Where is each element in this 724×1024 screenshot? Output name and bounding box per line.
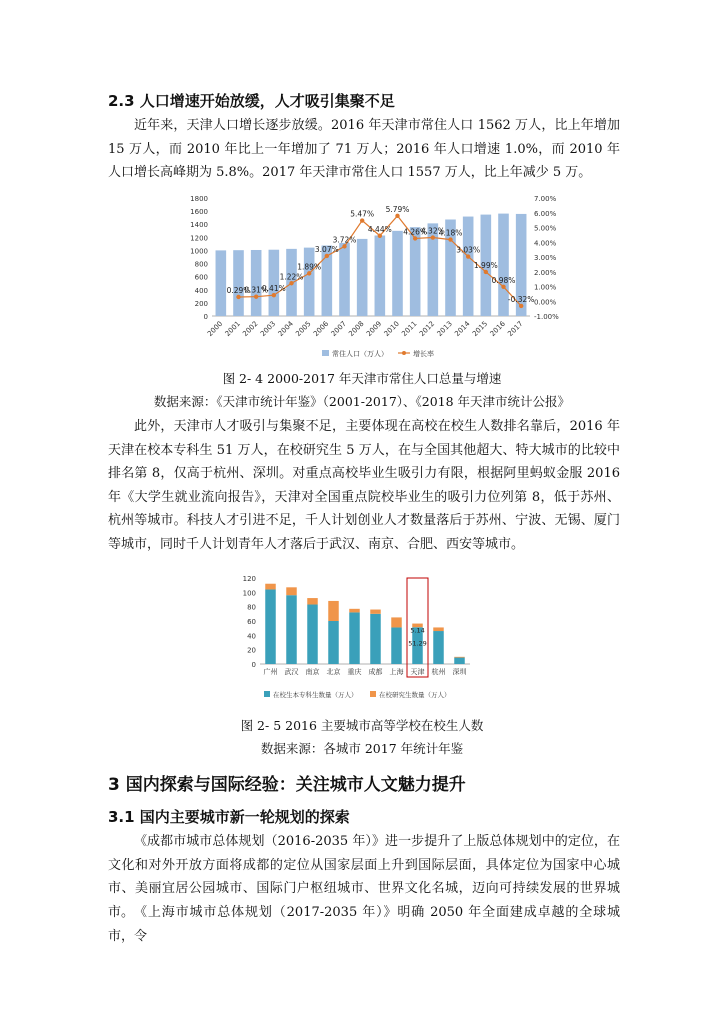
students-chart bbox=[238, 572, 474, 704]
x-tick-label: 重庆 bbox=[347, 668, 362, 676]
y-left-tick-label: 1800 bbox=[190, 195, 208, 203]
growth-rate-label: 5.79% bbox=[385, 204, 410, 214]
growth-rate-label: 5.47% bbox=[350, 209, 375, 219]
undergrad-bar bbox=[370, 614, 381, 664]
y-left-tick-label: 0 bbox=[203, 313, 208, 321]
x-tick-label: 上海 bbox=[389, 668, 404, 676]
legend-graduate-label: 在校研究生数量（万人） bbox=[379, 691, 451, 699]
legend-undergrad-swatch bbox=[264, 691, 270, 697]
x-tick-label: 杭州 bbox=[431, 668, 446, 676]
figure-caption-2-5: 图 2- 5 2016 主要城市高等学校在校生人数 bbox=[240, 718, 484, 733]
paragraph-talent: 此外，天津市人才吸引与集聚不足，主要体现在高校在校生人数排名靠后，2016 年天津在校本专科生 51 万人，在校研究生 5 万人，在与全国其他超大、特大城市的比较中排名第 8，仅高于杭州、深圳。对重点高校毕业生吸引力有限，根据阿里蚂蚁金服 2016 年《大学生就业流向报告》，天津对全国重点院校毕业生的吸引力位列第 8，低于苏州、杭州等城市。科技人才引进不足，千人计划创业人才数量落后于苏州、宁波、无锡、厦门等城市，同时千人计划青年人才落后于武汉、南京、合肥、西安等城市。 bbox=[108, 419, 620, 552]
x-tick-label: 2004 bbox=[276, 319, 295, 339]
growth-rate-point bbox=[501, 285, 505, 289]
y-left-tick-label: 1000 bbox=[190, 247, 208, 256]
graduate-bar bbox=[433, 627, 444, 631]
x-tick-label: 2001 bbox=[223, 319, 242, 339]
population-bar bbox=[339, 243, 350, 316]
growth-rate-label: 3.03% bbox=[456, 245, 481, 255]
x-tick-label: 2017 bbox=[506, 319, 525, 339]
y-left-tick-label: 600 bbox=[194, 273, 208, 282]
legend-line-marker bbox=[402, 351, 406, 355]
section-heading-3-1: 3.1 国内主要城市新一轮规划的探索 bbox=[108, 808, 350, 826]
y-right-tick-label: 4.00% bbox=[534, 239, 557, 248]
section-heading-2-3: 2.3 人口增速开始放缓，人才吸引集聚不足 bbox=[108, 92, 395, 110]
y-left-tick-label: 1600 bbox=[190, 208, 208, 217]
growth-rate-label: 4.26% bbox=[403, 227, 428, 237]
y-right-tick-label: 6.00% bbox=[534, 209, 557, 218]
growth-rate-point bbox=[431, 235, 435, 239]
graduate-bar bbox=[307, 598, 318, 604]
x-tick-label: 广州 bbox=[263, 668, 278, 676]
legend-undergrad-label: 在校生本专科生数量（万人） bbox=[273, 691, 358, 699]
undergrad-bar bbox=[286, 595, 297, 664]
paragraph-chengdu: 《成都市城市总体规划（2016-2035 年）》进一步提升了上版总体规划中的定位，在文化和对外开放方面将成都的定位从国家层面上升到国际层面，具体定位为国家中心城市、美丽宜居公园城市、国际门户枢纽城市、世界文化名城，迈向可持续发展的世界城市。 bbox=[108, 834, 620, 920]
growth-rate-point bbox=[413, 236, 417, 240]
y-right-tick-label: 0.00% bbox=[534, 298, 557, 307]
growth-rate-point bbox=[325, 254, 329, 258]
population-bar bbox=[392, 231, 403, 316]
x-tick-label: 天津 bbox=[410, 668, 425, 676]
population-bar bbox=[269, 250, 280, 316]
x-tick-label: 深圳 bbox=[452, 668, 467, 676]
y-right-tick-label: 5.00% bbox=[534, 224, 557, 233]
growth-rate-label: 0.29% bbox=[226, 285, 251, 295]
x-tick-label: 2006 bbox=[311, 319, 331, 339]
growth-rate-label: 4.44% bbox=[367, 224, 392, 234]
undergrad-bar bbox=[349, 612, 360, 664]
legend-line-label: 增长率 bbox=[413, 350, 434, 358]
x-tick-label: 北京 bbox=[326, 668, 341, 676]
x-tick-label: 2012 bbox=[417, 319, 437, 339]
y-tick-label: 20 bbox=[247, 646, 256, 655]
x-tick-label: 2003 bbox=[258, 319, 278, 339]
graduate-bar bbox=[265, 584, 276, 590]
x-tick-label: 2002 bbox=[241, 319, 260, 339]
graduate-bar bbox=[286, 587, 297, 595]
x-tick-label: 2010 bbox=[382, 319, 401, 339]
figure-source-2-5: 数据来源：各城市 2017 年统计年鉴 bbox=[260, 741, 464, 756]
x-tick-label: 2009 bbox=[364, 319, 384, 339]
figure-caption-2-4: 图 2- 4 2000-2017 年天津市常住人口总量与增速 bbox=[222, 371, 502, 386]
x-tick-label: 成都 bbox=[368, 668, 383, 676]
population-chart bbox=[190, 192, 580, 362]
growth-rate-label: 4.32% bbox=[420, 226, 445, 236]
growth-rate-point bbox=[289, 281, 293, 285]
x-tick-label: 2016 bbox=[488, 319, 507, 339]
population-bar bbox=[251, 250, 262, 316]
undergrad-bar bbox=[454, 658, 465, 664]
population-bar bbox=[233, 250, 244, 316]
x-tick-label: 武汉 bbox=[284, 668, 299, 676]
y-right-tick-label: 7.00% bbox=[534, 195, 557, 203]
undergrad-bar bbox=[391, 627, 402, 664]
y-left-tick-label: 1400 bbox=[190, 221, 208, 230]
legend-graduate-swatch bbox=[370, 691, 376, 697]
paragraph-shanghai: 《上海市城市总体规划（2017-2035 年）》明确 2050 年全面建成卓越的全球城市，令 bbox=[108, 905, 620, 944]
undergrad-value-label: 51.29 bbox=[408, 639, 427, 648]
growth-rate-point bbox=[448, 237, 452, 241]
x-tick-label: 2005 bbox=[294, 319, 313, 339]
graduate-bar bbox=[391, 617, 402, 627]
growth-rate-point bbox=[342, 244, 346, 248]
population-bar bbox=[375, 235, 386, 316]
x-tick-label: 2015 bbox=[470, 319, 490, 339]
y-right-tick-label: 3.00% bbox=[534, 254, 557, 262]
x-tick-label: 2013 bbox=[435, 319, 454, 339]
graduate-bar bbox=[454, 657, 465, 658]
growth-rate-label: 1.99% bbox=[473, 260, 498, 270]
growth-rate-label: 0.41% bbox=[261, 284, 286, 294]
undergrad-bar bbox=[307, 605, 318, 664]
growth-rate-label: 3.07% bbox=[314, 244, 339, 254]
graduate-value-label: 5.14 bbox=[410, 626, 425, 635]
y-left-tick-label: 200 bbox=[194, 299, 208, 308]
growth-rate-point bbox=[466, 254, 470, 258]
growth-rate-point bbox=[254, 294, 258, 298]
growth-rate-label: -0.32% bbox=[507, 294, 535, 304]
population-bar bbox=[304, 248, 315, 316]
x-tick-label: 2011 bbox=[400, 319, 419, 339]
y-right-tick-label: -1.00% bbox=[534, 313, 559, 321]
x-tick-label: 2000 bbox=[205, 319, 225, 339]
y-left-tick-label: 1200 bbox=[190, 234, 208, 243]
growth-rate-label: 0.31% bbox=[244, 285, 269, 295]
y-tick-label: 40 bbox=[247, 632, 256, 641]
population-bar bbox=[216, 250, 227, 316]
y-right-tick-label: 1.00% bbox=[534, 283, 557, 292]
growth-rate-label: 0.98% bbox=[491, 275, 516, 285]
undergrad-bar bbox=[328, 621, 339, 664]
growth-rate-point bbox=[236, 295, 240, 299]
x-tick-label: 2008 bbox=[347, 319, 366, 339]
legend-bar-label: 常住人口（万人） bbox=[332, 350, 388, 358]
growth-rate-point bbox=[519, 304, 523, 308]
y-tick-label: 60 bbox=[247, 618, 256, 626]
undergrad-bar bbox=[433, 631, 444, 664]
y-tick-label: 80 bbox=[247, 603, 256, 612]
growth-rate-point bbox=[395, 214, 399, 218]
growth-rate-label: 1.22% bbox=[279, 272, 304, 282]
legend-bar-swatch bbox=[322, 350, 329, 356]
section-heading-3: 3 国内探索与国际经验：关注城市人文魅力提升 bbox=[108, 775, 466, 795]
growth-rate-point bbox=[272, 293, 276, 297]
growth-rate-point bbox=[360, 218, 364, 222]
population-bar bbox=[357, 239, 368, 316]
y-tick-label: 100 bbox=[242, 589, 256, 598]
growth-rate-label: 3.72% bbox=[332, 235, 357, 245]
population-bar bbox=[463, 217, 474, 316]
x-tick-label: 南京 bbox=[305, 668, 320, 676]
graduate-bar bbox=[349, 609, 360, 613]
y-tick-label: 120 bbox=[242, 575, 256, 583]
graduate-bar bbox=[328, 601, 339, 621]
y-tick-label: 0 bbox=[251, 661, 256, 669]
undergrad-bar bbox=[265, 589, 276, 664]
y-right-tick-label: 2.00% bbox=[534, 268, 557, 277]
growth-rate-point bbox=[307, 271, 311, 275]
x-tick-label: 2007 bbox=[329, 319, 348, 339]
graduate-bar bbox=[370, 610, 381, 614]
x-tick-label: 2014 bbox=[453, 319, 472, 339]
growth-rate-point bbox=[484, 270, 488, 274]
growth-rate-label: 4.18% bbox=[438, 228, 463, 238]
y-left-tick-label: 800 bbox=[194, 260, 208, 269]
growth-rate-point bbox=[378, 234, 382, 238]
paragraph-population: 近年来，天津人口增长逐步放缓。2016 年天津市常住人口 1562 万人，比上年增加 15 万人，而 2010 年比上一年增加了 71 万人；2016 年人口增速 1.0%，而 2010 年人口增长高峰期为 5.8%。2017 年天津市常住人口 1557 万人，比上年减少 5 万。 bbox=[108, 118, 620, 180]
growth-rate-label: 1.89% bbox=[297, 262, 322, 272]
y-left-tick-label: 400 bbox=[194, 286, 208, 295]
figure-source-2-4: 数据来源：《天津市统计年鉴》（2001-2017）、《2018 年天津市统计公报》 bbox=[153, 394, 571, 409]
